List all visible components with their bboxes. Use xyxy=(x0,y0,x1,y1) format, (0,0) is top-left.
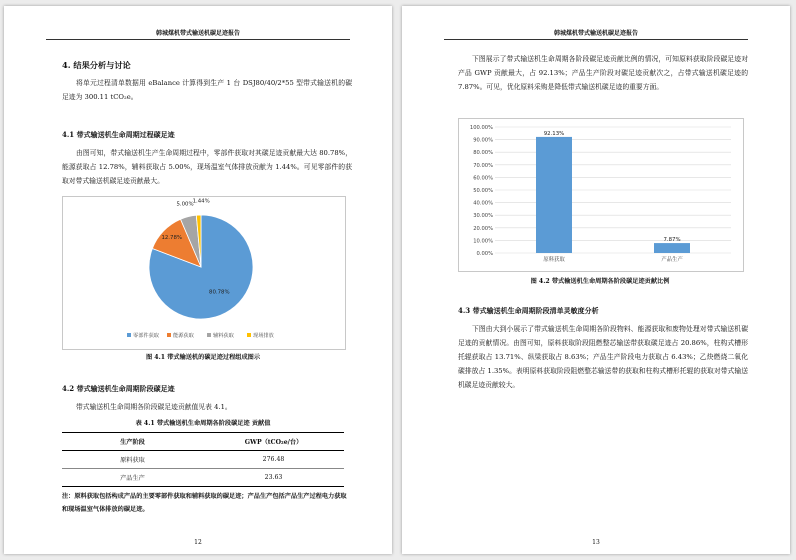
y-tick-label: 90.00% xyxy=(473,137,493,144)
bar-data-label: 7.87% xyxy=(663,237,681,244)
legend-swatch xyxy=(127,333,131,337)
section-4-1-title: 4.1 带式输送机生命周期过程碳足迹 xyxy=(62,130,175,139)
legend-label: 零部件获取 xyxy=(133,333,159,339)
table-header-gwp: GWP（tCO₂e/台） xyxy=(203,433,344,451)
x-category-label: 产品生产 xyxy=(661,257,683,263)
figure-4-1-caption: 图 4.1 带式输送机的碳足迹过程组成图示 xyxy=(145,354,261,361)
table-header-stage: 生产阶段 xyxy=(62,433,203,451)
table-row xyxy=(62,469,344,487)
y-tick-label: 0.00% xyxy=(476,251,493,257)
page-number: 12 xyxy=(194,539,202,546)
pie-data-label: 5.00% xyxy=(176,201,194,208)
table-header-row xyxy=(62,433,344,451)
intro-paragraph: 下图展示了带式输送机生命周期各阶段碳足迹贡献比例的情况，可知原料获取阶段碳足迹对产品 GWP 贡献最大，占 92.13%；产品生产阶段对碳足迹贡献次之，占带式输送机碳足迹的 7.87%。可见，优化原料采购是降低带式输送机碳足迹的重要方面。 xyxy=(458,55,748,91)
running-header: 韩城煤机带式输送机碳足迹报告 xyxy=(155,30,240,37)
pie-chart xyxy=(63,197,345,349)
table-cell: 原料获取 xyxy=(62,451,203,469)
section-4-3-paragraph: 下图由大到小展示了带式输送机生命周期各阶段物料、能源获取和废物处理对带式输送机碳足迹的贡献情况。由图可知，原料获取阶段阻燃整芯输送带获取碳足迹占 20.86%，柱构式槽形托辊获取占 13.71%、纵梁获取占 8.63%；产品生产阶段电力获取占 6.43%；乙炔燃烧二氧化碳排放占 1.35%。表明原料获取阶段阻燃整芯输送带的获取和柱构式槽形托辊的获取对带式输送机碳足迹贡献较大。 xyxy=(458,325,748,389)
legend-swatch xyxy=(167,333,171,337)
legend-label: 现场排放 xyxy=(253,333,274,339)
header-rule xyxy=(444,39,748,40)
pie-data-label: 1.44% xyxy=(192,198,210,205)
pie-chart-frame xyxy=(62,196,346,350)
table-4-1 xyxy=(62,432,344,487)
y-tick-label: 10.00% xyxy=(473,238,493,245)
section-4-title: 4. 结果分析与讨论 xyxy=(62,60,131,70)
bar xyxy=(536,137,572,253)
page-number: 13 xyxy=(592,539,600,546)
y-tick-label: 60.00% xyxy=(473,175,493,182)
x-category-label: 原料获取 xyxy=(543,257,565,263)
table-cell: 产品生产 xyxy=(62,469,203,487)
legend-label: 能源获取 xyxy=(173,333,194,339)
y-tick-label: 70.00% xyxy=(473,162,493,169)
pie-data-label: 12.78% xyxy=(161,234,183,241)
y-tick-label: 20.00% xyxy=(473,225,493,232)
y-tick-label: 80.00% xyxy=(473,150,493,157)
legend-swatch xyxy=(207,333,211,337)
y-tick-label: 50.00% xyxy=(473,188,493,194)
table-4-1-caption: 表 4.1 带式输送机生命周期各阶段碳足迹 贡献值 xyxy=(135,420,271,427)
y-tick-label: 100.00% xyxy=(469,125,493,131)
running-header: 韩城煤机带式输送机碳足迹报告 xyxy=(553,30,638,37)
section-4-3-title: 4.3 带式输送机生命周期阶段清单灵敏度分析 xyxy=(458,306,599,315)
legend-swatch xyxy=(247,333,251,337)
y-tick-label: 40.00% xyxy=(473,200,493,207)
page-12 xyxy=(4,6,392,554)
table-note: 注：原料获取包括构成产品的主要零部件获取和辅料获取的碳足迹；产品生产包括产品生产过程电力获取和现场温室气体排放的碳足迹。 xyxy=(62,493,347,513)
section-4-2-title: 4.2 带式输送机生命周期阶段碳足迹 xyxy=(62,384,175,393)
section-4-1-paragraph: 由图可知，带式输送机生产生命周期过程中，零部件获取对其碳足迹贡献最大达 80.78%，能源获取占 12.78%，辅料获取占 5.00%，现场温室气体排放贡献为 1.44%。可见零部件的获取对带式输送机碳足迹贡献最大。 xyxy=(62,149,352,185)
table-cell: 23.63 xyxy=(203,469,344,487)
legend-label: 辅料获取 xyxy=(213,333,234,339)
bar-chart-frame xyxy=(458,118,744,272)
pie-data-label: 80.78% xyxy=(209,289,230,296)
y-tick-label: 30.00% xyxy=(473,213,493,220)
figure-4-2-caption: 图 4.2 带式输送机生命周期各阶段碳足迹贡献比例 xyxy=(530,278,670,285)
section-4-2-paragraph: 带式输送机生命周期各阶段碳足迹贡献值见表 4.1。 xyxy=(76,403,232,411)
page-13 xyxy=(402,6,790,554)
bar xyxy=(654,243,690,253)
header-rule xyxy=(46,39,350,40)
table-cell: 276.48 xyxy=(203,451,344,469)
table-row xyxy=(62,451,344,469)
bar-chart xyxy=(459,119,743,271)
section-4-paragraph: 将单元过程清单数据用 eBalance 计算得到生产 1 台 DSJ80/40/2*55 型带式输送机的碳足迹为 300.11 tCO₂e。 xyxy=(62,79,352,101)
bar-data-label: 92.13% xyxy=(543,130,565,137)
